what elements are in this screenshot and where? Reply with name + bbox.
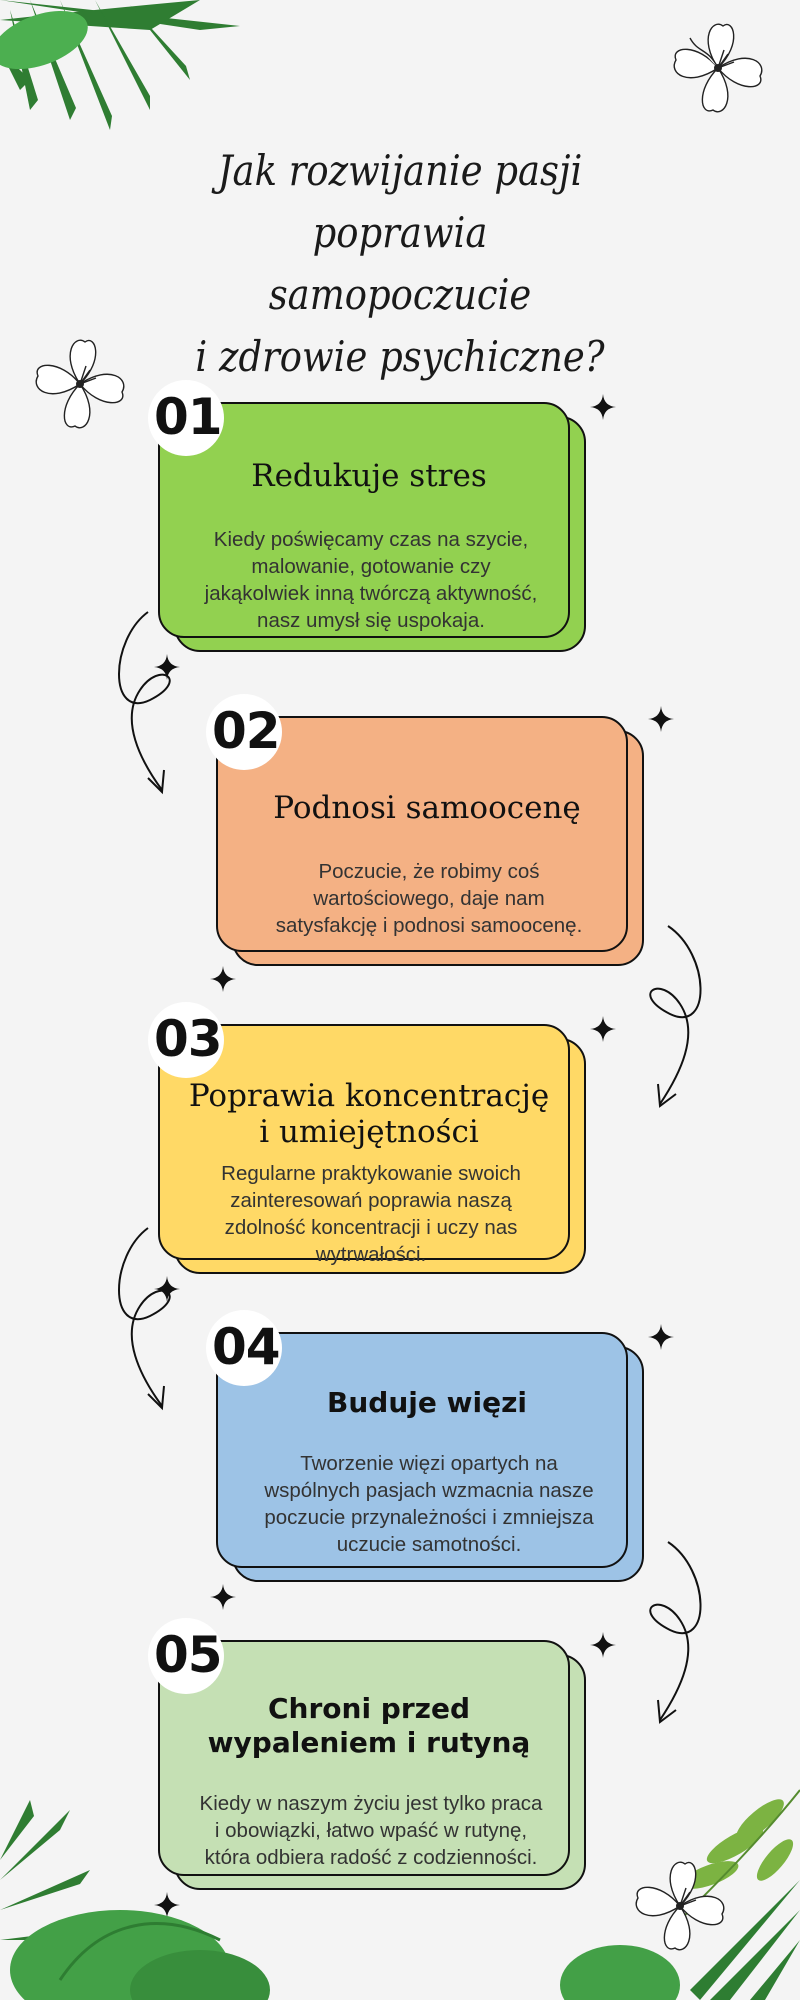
card-text-line: Kiedy poświęcamy czas na szycie,: [213, 528, 529, 551]
hibiscus-flower-icon: [668, 18, 768, 118]
card-text-line: Poczucie, że robimy coś: [318, 860, 540, 883]
card-title: [170, 1078, 568, 1150]
card-text-line: zainteresowań poprawia naszą: [230, 1189, 512, 1212]
curly-arrow-icon: [100, 1226, 190, 1416]
curly-arrow-icon: [100, 610, 190, 800]
step-number: 01: [154, 388, 222, 446]
card-text-line: uczucie samotności.: [336, 1533, 522, 1556]
title-line-2: samopoczucie: [268, 270, 532, 319]
title-line-1: Jak rozwijanie pasji poprawia: [217, 146, 583, 257]
card-title: Buduje więzi: [327, 1386, 527, 1419]
card-title: Podnosi samoocenę: [273, 790, 581, 826]
step-card-2: [212, 702, 646, 971]
card-title: [170, 1692, 568, 1760]
card-text-line: wytrwałości.: [315, 1243, 427, 1266]
curly-arrow-icon: [620, 924, 710, 1114]
title-line-3: i zdrowie psychiczne?: [195, 332, 605, 381]
step-number: 03: [154, 1010, 222, 1068]
sparkle-star-icon: [590, 1016, 616, 1042]
step-card-1: [154, 388, 588, 657]
step-card-4: [212, 1318, 646, 1587]
sparkle-star-icon: [590, 394, 616, 420]
card-text-line: satysfakcję i podnosi samoocenę.: [275, 914, 583, 937]
sparkle-star-icon: [648, 1324, 674, 1350]
palm-leaf-icon: [0, 1800, 270, 2000]
step-number: 05: [154, 1626, 222, 1684]
card-text-line: jakąkolwiek inną twórczą aktywność,: [204, 582, 538, 605]
step-number: 04: [212, 1318, 280, 1376]
card-text-line: poczucie przynależności i zmniejsza: [264, 1506, 594, 1529]
card-title: Redukuje stres: [251, 458, 487, 494]
card-text: [188, 1160, 554, 1268]
card-text-line: Regularne praktykowanie swoich: [221, 1162, 521, 1185]
sparkle-star-icon: [648, 706, 674, 732]
card-text-line: Kiedy w naszym życiu jest tylko praca: [199, 1792, 543, 1815]
card-text: [246, 1450, 612, 1558]
card-text-line: nasz umysł się uspokaja.: [257, 609, 485, 632]
card-text-line: zdolność koncentracji i uczy nas: [224, 1216, 518, 1239]
sparkle-star-icon: [590, 1632, 616, 1658]
sparkle-star-icon: [210, 966, 236, 992]
card-text-line: Tworzenie więzi opartych na: [300, 1452, 558, 1475]
curly-arrow-icon: [620, 1540, 710, 1730]
card-text-line: malowanie, gotowanie czy: [251, 555, 491, 578]
card-title-line: Chroni przed: [268, 1692, 470, 1725]
card-text: [246, 858, 612, 939]
step-number: 02: [212, 702, 280, 760]
card-text-line: wspólnych pasjach wzmacnia nasze: [264, 1479, 594, 1502]
card-text-line: która odbiera radość z codzienności.: [204, 1846, 538, 1869]
card-title-line: wypaleniem i rutyną: [207, 1726, 531, 1759]
card-text: [188, 526, 554, 634]
card-title-line: i umiejętności: [259, 1114, 479, 1150]
card-title-line: Poprawia koncentrację: [188, 1078, 550, 1114]
hibiscus-flower-icon: [30, 334, 130, 434]
step-card-3: [154, 1010, 588, 1279]
palm-leaf-icon: [0, 0, 240, 150]
card-text-line: i obowiązki, łatwo wpaść w rutynę,: [214, 1819, 528, 1842]
hibiscus-flower-icon: [630, 1856, 730, 1956]
card-text-line: wartościowego, daje nam: [313, 887, 545, 910]
sparkle-star-icon: [210, 1584, 236, 1610]
page-title: [136, 140, 664, 388]
